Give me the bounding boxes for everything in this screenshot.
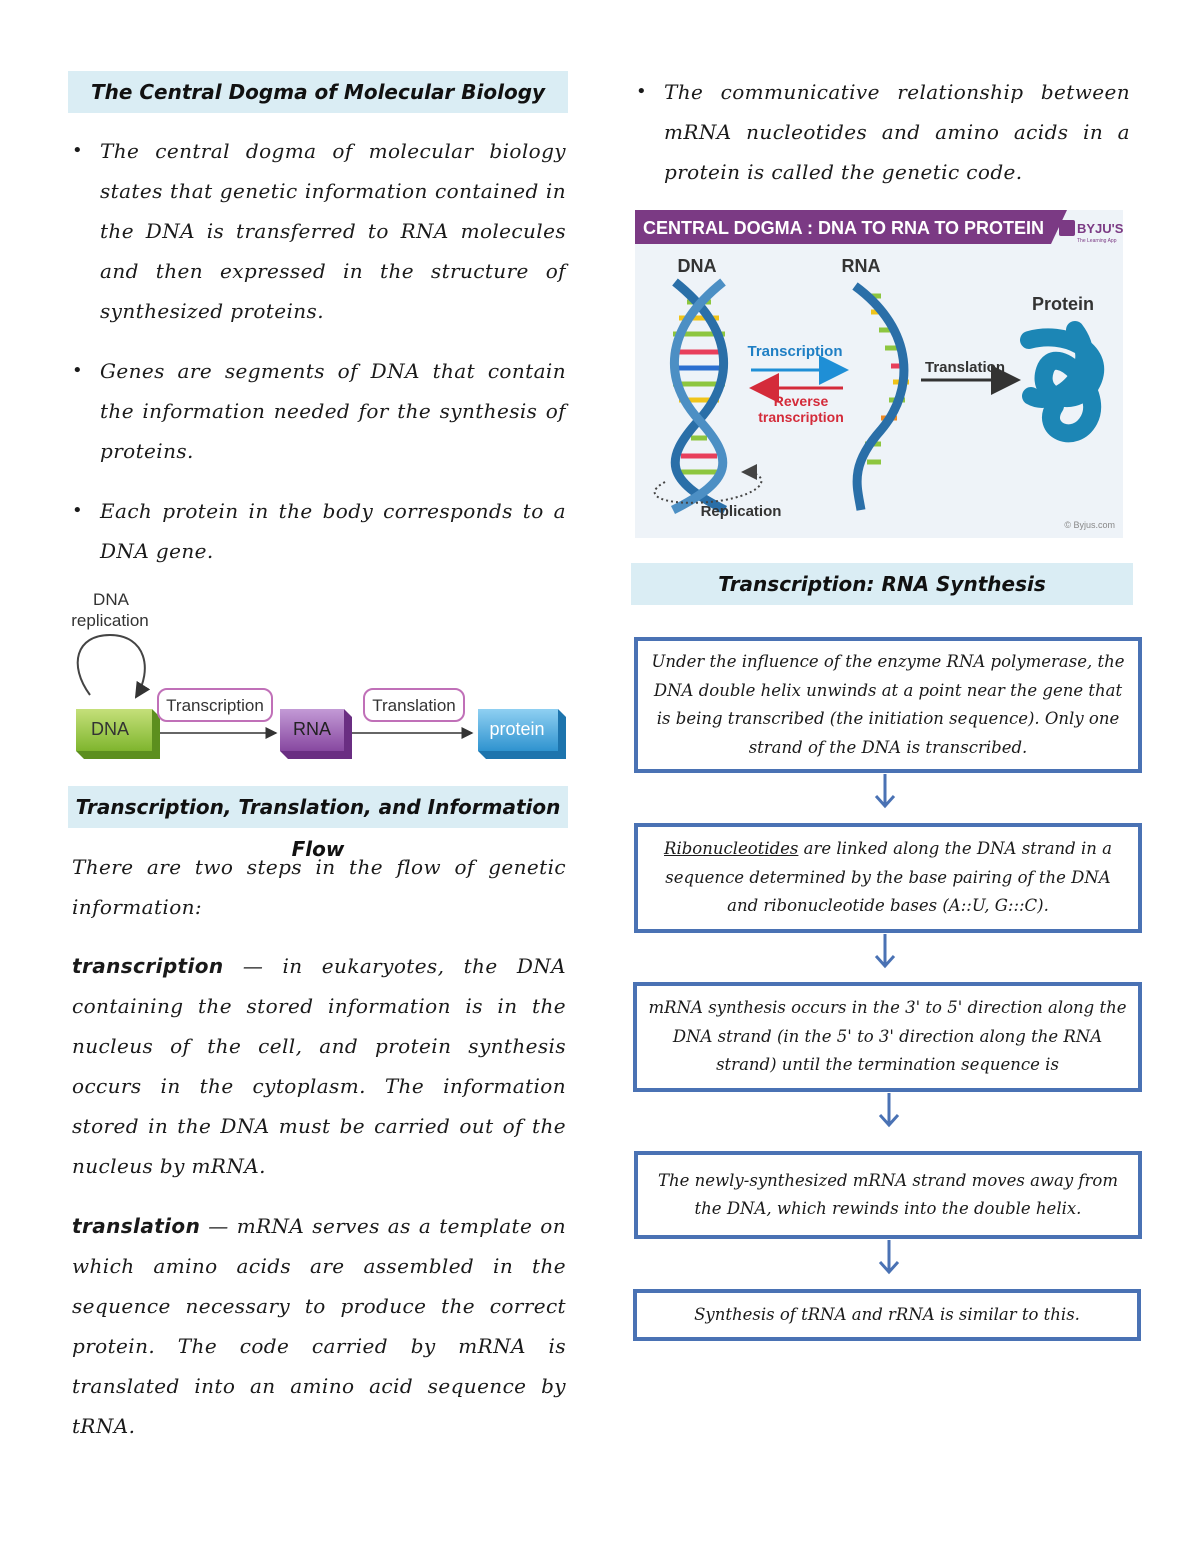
transcription-paragraph bbox=[72, 946, 566, 1186]
flow-arrow-2 bbox=[870, 934, 900, 972]
protein-block-label: protein bbox=[489, 719, 545, 739]
flow-step-3-text: mRNA synthesis occurs in the 3' to 5' direction along the DNA strand (in the 5' to 3' direction along the RNA strand) until the termination sequence is bbox=[648, 998, 1127, 1075]
figure-copyright: © Byjus.com bbox=[1064, 520, 1115, 530]
figure-transcription-label: Transcription bbox=[747, 343, 843, 360]
bullet-item: • The central dogma of molecular biology states that genetic information contained in the DNA is transferred to RNA molecules and then expressed in the structure of synthesized proteins. bbox=[70, 131, 566, 331]
flow-step-5-text: Synthesis of tRNA and rRNA is similar to this. bbox=[694, 1304, 1080, 1324]
translation-text: — mRNA serves as a template on which amino acids are assembled in the sequence necessary to produce the correct protein. The code carried by mRNA is translated into an amino acid sequence by tRNA. bbox=[72, 1214, 566, 1438]
figure-replication-label: Replication bbox=[700, 503, 782, 520]
translation-paragraph bbox=[72, 1206, 566, 1446]
translation-tag-label: Translation bbox=[372, 696, 456, 715]
brand-subtitle: The Learning App bbox=[1077, 238, 1117, 244]
genetic-code-bullet bbox=[634, 72, 1130, 212]
translation-term: translation bbox=[72, 1214, 201, 1238]
transcription-term: transcription bbox=[72, 954, 224, 978]
flow-step-1-text: Under the influence of the enzyme RNA polymerase, the DNA double helix unwinds at a point near the gene that is being transcribed (the initiation sequence). Only one strand of the DNA is transcribed. bbox=[651, 652, 1125, 757]
information-flow-intro: There are two steps in the flow of genetic information: bbox=[72, 855, 566, 919]
figure-reverse-label-1: Reverse bbox=[773, 393, 829, 409]
flow-step-3 bbox=[633, 982, 1142, 1092]
flow-step-5 bbox=[633, 1289, 1141, 1341]
bullet-item: • Genes are segments of DNA that contain the information needed for the synthesis of proteins. bbox=[70, 351, 566, 471]
replication-label-line2: replication bbox=[71, 611, 149, 630]
ribonucleotides-term: Ribonucleotides bbox=[664, 839, 799, 859]
replication-loop-arrow bbox=[78, 635, 145, 697]
flow-arrow-1 bbox=[870, 774, 900, 812]
transcription-text: — in eukaryotes, the DNA containing the stored information is in the nucleus of the cell, and protein synthesis occurs in the cytoplasm. The information stored in the DNA must be carried out of the nucleus by mRNA. bbox=[72, 954, 566, 1178]
central-dogma-figure bbox=[635, 210, 1123, 538]
flow-step-2-rest: are linked along the DNA strand in a sequence determined by the base pairing of the DNA and ribonucleotide bases (A::U, G:::C). bbox=[665, 839, 1112, 916]
flow-step-1 bbox=[634, 637, 1142, 773]
section-title-rna-synthesis: Transcription: RNA Synthesis bbox=[631, 563, 1133, 605]
brand-name: BYJU'S bbox=[1077, 221, 1123, 236]
section-title-central-dogma: The Central Dogma of Molecular Biology bbox=[68, 71, 568, 113]
brand-logo-icon bbox=[1059, 220, 1075, 236]
flow-step-4 bbox=[634, 1151, 1142, 1239]
figure-rna-label: RNA bbox=[841, 256, 881, 276]
flow-step-2 bbox=[634, 823, 1142, 933]
flow-arrow-3 bbox=[874, 1093, 904, 1131]
flow-arrow-4 bbox=[874, 1240, 904, 1278]
flow-step-2-text bbox=[648, 835, 1128, 921]
figure-banner-title: CENTRAL DOGMA : DNA TO RNA TO PROTEIN bbox=[643, 218, 1045, 238]
figure-dna-label: DNA bbox=[677, 256, 717, 276]
bullet-item: • The communicative relationship between mRNA nucleotides and amino acids in a protein is called the genetic code. bbox=[634, 72, 1130, 192]
figure-reverse-label-2: transcription bbox=[758, 409, 844, 425]
bullet-item: • Each protein in the body corresponds to a DNA gene. bbox=[70, 491, 566, 571]
rna-block-label: RNA bbox=[292, 719, 332, 739]
figure-translation-label: Translation bbox=[924, 359, 1006, 376]
dna-block-label: DNA bbox=[90, 719, 130, 739]
flow-step-4-text: The newly-synthesized mRNA strand moves away from the DNA, which rewinds into the double helix. bbox=[657, 1170, 1119, 1218]
dna-rna-protein-diagram bbox=[68, 585, 570, 765]
section-title-information-flow: Transcription, Translation, and Information Flow bbox=[68, 786, 568, 828]
figure-protein-label: Protein bbox=[1031, 294, 1095, 314]
replication-label-line1: DNA bbox=[93, 590, 129, 609]
transcription-tag-label: Transcription bbox=[166, 696, 264, 715]
central-dogma-bullets bbox=[70, 131, 566, 591]
